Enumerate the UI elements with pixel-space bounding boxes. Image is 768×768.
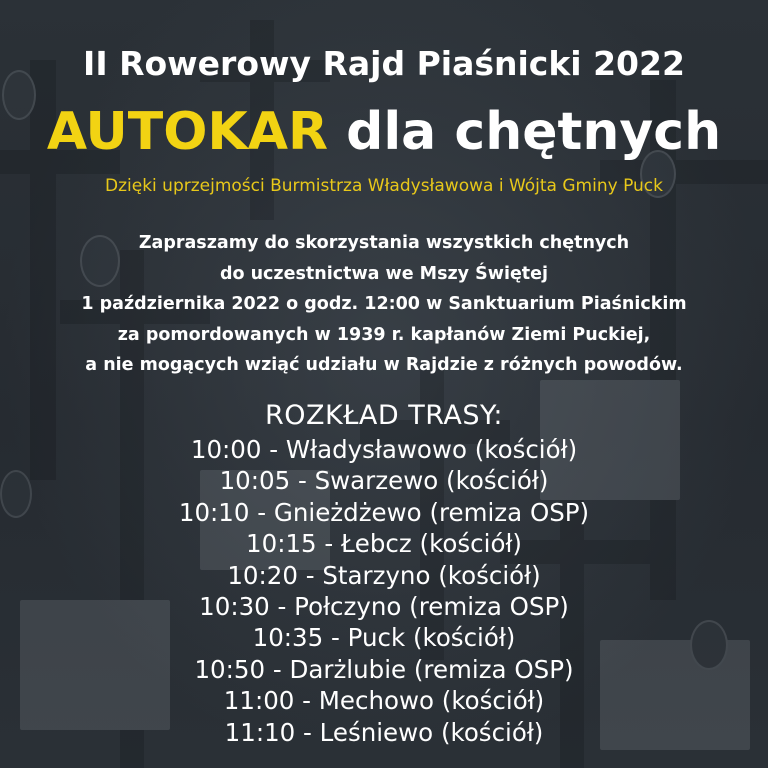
invitation-line: za pomordowanych w 1939 r. kapłanów Ziemi Puckiej, [117, 324, 651, 345]
thanks-note: Dzięki uprzejmości Burmistrza Władysławowa i Wójta Gminy Puck [105, 176, 663, 196]
schedule-stop: 10:00 - Władysławowo (kościół) [190, 435, 578, 464]
schedule-stop: 10:10 - Gnieżdżewo (remiza OSP) [178, 497, 590, 527]
schedule-stop: 10:05 - Swarzewo (kościół) [219, 466, 549, 496]
headline-accent: AUTOKAR [46, 102, 329, 162]
event-title: II Rowerowy Rajd Piaśnicki 2022 [83, 44, 685, 83]
schedule-stop: 10:15 - Łebcz (kościół) [246, 529, 522, 559]
schedule-stop: 10:30 - Połczyno (remiza OSP) [199, 592, 569, 622]
invitation-line: 1 października 2022 o godz. 12:00 w Sanktuarium Piaśnickim [81, 294, 687, 314]
invitation-line: do uczestnictwa we Mszy Świętej [219, 263, 549, 284]
headline-rest: dla chętnych [346, 102, 722, 162]
schedule-list [0, 434, 768, 748]
schedule-stop: 10:50 - Darżlubie (remiza OSP) [194, 654, 574, 684]
invitation-text [0, 228, 768, 381]
schedule-stop: 10:35 - Puck (kościół) [252, 623, 516, 653]
schedule-stop: 11:10 - Leśniewo (kościół) [224, 717, 544, 747]
headline [0, 100, 768, 164]
invitation-line: Zapraszamy do skorzystania wszystkich chętnych [138, 233, 630, 253]
schedule-heading: ROZKŁAD TRASY: [264, 400, 503, 431]
schedule-stop: 11:00 - Mechowo (kościół) [223, 686, 545, 716]
invitation-line: a nie mogących wziąć udziału w Rajdzie z różnych powodów. [85, 355, 683, 375]
schedule-stop: 10:20 - Starzyno (kościół) [227, 560, 541, 590]
